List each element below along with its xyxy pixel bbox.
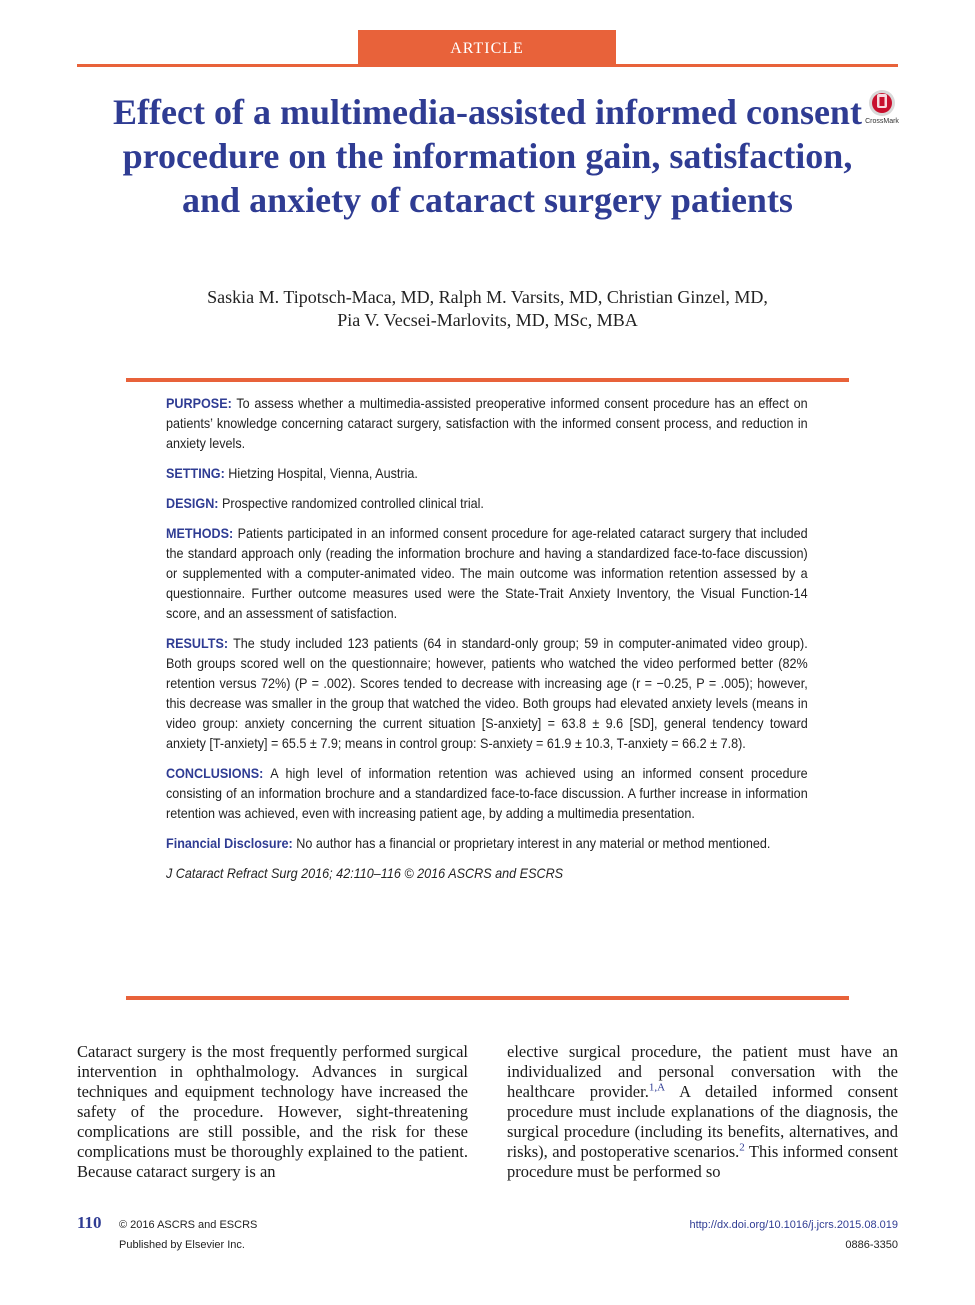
- footer-left: [119, 1215, 257, 1255]
- abstract-top-rule: [126, 378, 849, 382]
- abstract: [166, 393, 808, 893]
- page-number: 110: [77, 1213, 102, 1232]
- abstract-bottom-rule: [126, 996, 849, 1000]
- abstract-setting: SETTING: Hietzing Hospital, Vienna, Austria.: [166, 465, 418, 481]
- top-divider: [77, 64, 898, 67]
- abstract-citation: J Cataract Refract Surg 2016; 42:110–116 © 2016 ASCRS and ESCRS: [166, 865, 564, 881]
- article-type-tab: ARTICLE: [358, 30, 616, 66]
- article-title: Effect of a multimedia-assisted informed consent procedure on the information gain, satisfaction, and anxiety of cataract surgery patients: [113, 92, 862, 220]
- abstract-design: DESIGN: Prospective randomized controlled clinical trial.: [166, 495, 484, 511]
- footer-right: [689, 1215, 898, 1255]
- author-list: [130, 286, 845, 332]
- abstract-conclusions: CONCLUSIONS: A high level of information retention was achieved using an informed consent procedure consisting of an information brochure and a standardized face-to-face discussion. A further increase in information retention was achieved, even with increasing patient age, by adding a multimedia presentation.: [166, 765, 808, 821]
- body-paragraph-right: elective surgical procedure, the patient must have an individualized and personal conversation with the healthcare provider.$^{1,A}$ A detailed informed consent procedure must include explanations of the diagnosis, the surgical procedure (including its benefits, alternatives, and risks), and postoperative scenarios.$^2$ This informed consent procedure must be performed so: [507, 1042, 898, 1181]
- author-line-1: Saskia M. Tipotsch-Maca, MD, Ralph M. Varsits, MD, Christian Ginzel, MD,: [207, 287, 768, 307]
- reference-link[interactable]: 2: [739, 1141, 745, 1154]
- doi-link[interactable]: http://dx.doi.org/10.1016/j.jcrs.2015.08.019: [689, 1219, 898, 1231]
- footer-copyright: © 2016 ASCRS and ESCRS: [119, 1219, 258, 1231]
- footer-issn: 0886-3350: [845, 1239, 898, 1251]
- author-line-2: Pia V. Vecsei-Marlovits, MD, MSc, MBA: [337, 310, 638, 330]
- crossmark-label: CrossMark: [865, 118, 899, 125]
- abstract-disclosure: Financial Disclosure: No author has a financial or proprietary interest in any material or method mentioned.: [166, 835, 771, 851]
- footer-publisher: Published by Elsevier Inc.: [119, 1239, 245, 1251]
- body-paragraph-left: Cataract surgery is the most frequently performed surgical intervention in ophthalmology. Advances in surgical techniques and equipment technology have increased the safety of the procedure. However, sight-threatening complications are still possible, and the risk for these complications must be thoroughly explained to the patient. Because cataract surgery is an: [77, 1042, 468, 1181]
- body-column-left: [77, 1042, 468, 1182]
- abstract-results: RESULTS: The study included 123 patients (64 in standard-only group; 59 in computer-animated video group). Both groups scored well on the questionnaire; however, patients who watched the video performed better (82% retention versus 72%) (P = .002). Scores tended to decrease with increasing age (r = −0.25, P = .005); however, this decrease was smaller in the group that watched the video. Both groups had elevated anxiety levels (means in video group: anxiety concerning the current situation [S-anxiety] = 63.8 ± 9.6 [SD], general tendency toward anxiety [T-anxiety] = 65.5 ± 7.9; means in control group: S-anxiety = 61.9 ± 10.3, T-anxiety = 66.2 ± 7.8).: [166, 635, 808, 751]
- abstract-purpose: PURPOSE: To assess whether a multimedia-assisted preoperative informed consent procedure has an effect on patients’ knowledge concerning cataract surgery, satisfaction with the informed consent process, and reduction in anxiety levels.: [166, 395, 808, 451]
- abstract-methods: METHODS: Patients participated in an informed consent procedure for age-related cataract surgery that included the standard approach only (reading the information brochure and having a standardized face-to-face discussion) or supplemented with a computer-animated video. The main outcome was information retention assessed by a questionnaire. Further outcome measures used were the State-Trait Anxiety Inventory, the Visual Function-14 score, and an assessment of satisfaction.: [166, 525, 808, 621]
- reference-link[interactable]: 1,A: [648, 1081, 666, 1094]
- body-column-right: [507, 1042, 898, 1182]
